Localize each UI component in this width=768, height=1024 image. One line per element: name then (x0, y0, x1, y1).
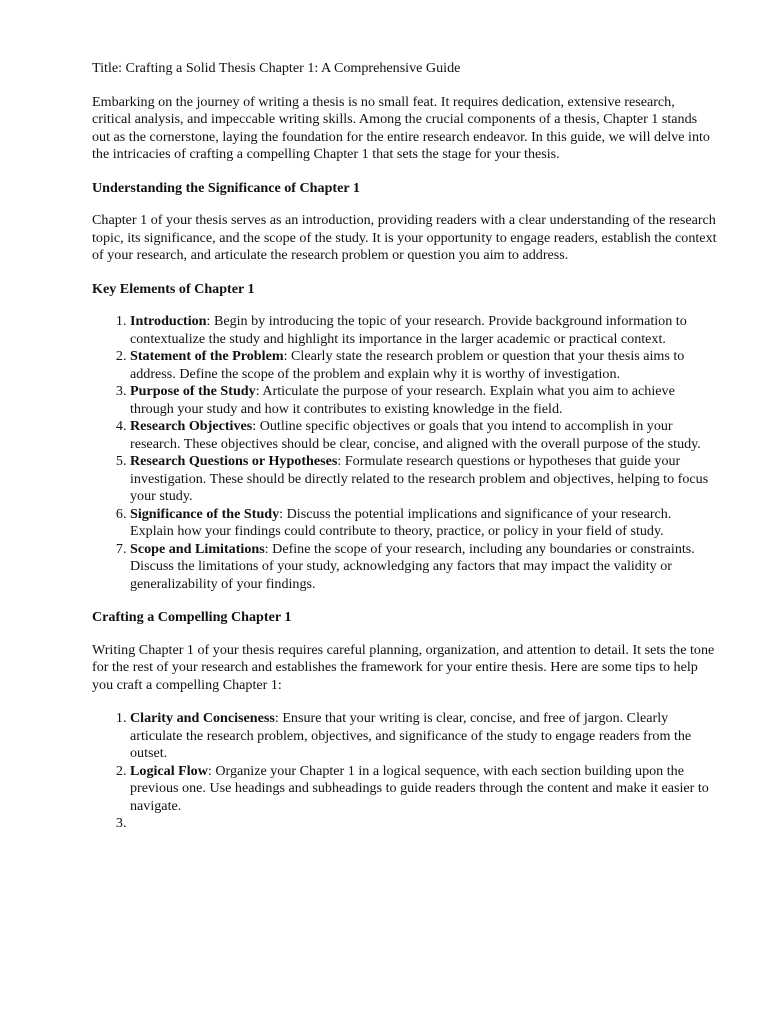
list-item (130, 348, 717, 383)
list-item-text: : Clearly state the research problem or question that your thesis aims to address. Define the scope of the problem and explain why it is worthy of investigation. (130, 348, 685, 382)
list-item-text: : Define the scope of your research, including any boundaries or constraints. Discuss the limitations of your study, acknowledging any factors that may impact the validity or generalizability of your findings. (130, 540, 695, 592)
list-item (130, 541, 717, 594)
list-item-term: Clarity and Conciseness (130, 710, 275, 726)
intro-paragraph: Embarking on the journey of writing a thesis is no small feat. It requires dedication, extensive research, critical analysis, and impeccable writing skills. Among the crucial components of a thesis, Chapter 1 stands out as the cornerstone, laying the foundation for the entire research endeavor. In this guide, we will delve into the intricacies of crafting a compelling Chapter 1 that sets the stage for your thesis. (92, 93, 710, 162)
list-item-term: Scope and Limitations (130, 540, 265, 557)
section-heading-key-elements: Key Elements of Chapter 1 (92, 280, 255, 297)
list-item-text: : Begin by introducing the topic of your research. Provide background information to contextualize the study and highlight its importance in the larger academic or practical context. (130, 313, 687, 347)
section-heading-significance: Understanding the Significance of Chapter 1 (92, 179, 360, 196)
document-title: Title: Crafting a Solid Thesis Chapter 1: A Comprehensive Guide (92, 60, 461, 76)
list-item (130, 710, 717, 763)
list-item (130, 815, 717, 833)
list-item-text: : Articulate the purpose of your research. Explain what you aim to achieve through your study and how it contributes to existing knowledge in the field. (130, 383, 675, 417)
list-item-text: : Ensure that your writing is clear, concise, and free of jargon. Clearly articulate the research problem, objectives, and significance of the study to engage readers from the outset. (130, 710, 692, 761)
list-item-text: : Outline specific objectives or goals that you intend to accomplish in your research. These objectives should be clear, concise, and aligned with the overall purpose of the study. (130, 418, 701, 452)
list-item-term: Statement of the Problem (130, 348, 284, 364)
list-item-text: : Organize your Chapter 1 in a logical sequence, with each section building upon the previous one. Use headings and subheadings to guide readers through the content and make it easier to navigate. (130, 762, 709, 814)
list-item-term: Significance of the Study (130, 505, 280, 522)
list-item (130, 763, 717, 816)
tips-list (92, 710, 717, 833)
list-item (130, 383, 717, 418)
list-item (130, 506, 717, 541)
key-elements-list (92, 313, 717, 593)
list-item (130, 313, 717, 348)
list-item-term: Introduction (130, 313, 207, 329)
list-item (130, 418, 717, 453)
list-item-text: : Formulate research questions or hypotheses that guide your investigation. These should be directly related to the research problem and objectives, helping to focus your study. (130, 453, 709, 504)
list-item-term: Research Objectives (130, 418, 253, 434)
crafting-paragraph: Writing Chapter 1 of your thesis requires careful planning, organization, and attention to detail. It sets the tone for the rest of your research and establishes the framework for your entire thesis. Here are some tips to help you craft a compelling Chapter 1: (92, 641, 715, 693)
list-item-term: Research Questions or Hypotheses (130, 453, 338, 469)
significance-paragraph: Chapter 1 of your thesis serves as an introduction, providing readers with a clear understanding of the research topic, its significance, and the scope of the study. It is your opportunity to engage readers, establish the context of your research, and articulate the research problem or question you aim to address. (92, 212, 717, 263)
list-item-term: Logical Flow (130, 762, 208, 779)
list-item (130, 453, 717, 506)
list-item-text: : Discuss the potential implications and significance of your research. Explain how your findings could contribute to theory, practice, or policy in your field of study. (130, 505, 672, 539)
list-item-term: Purpose of the Study (130, 383, 256, 399)
document-page (92, 60, 717, 849)
section-heading-crafting: Crafting a Compelling Chapter 1 (92, 609, 292, 625)
